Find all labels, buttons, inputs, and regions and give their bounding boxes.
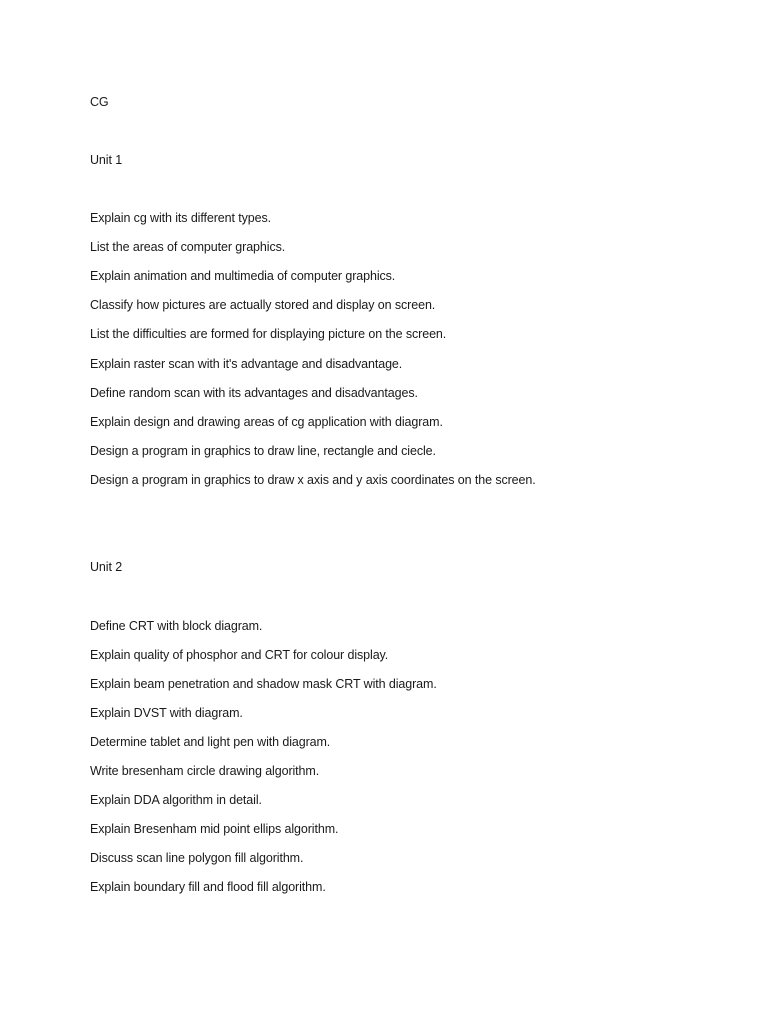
unit-1-question: Explain animation and multimedia of computer graphics. [90, 269, 396, 283]
unit-1-heading: Unit 1 [90, 153, 123, 167]
unit-1-question: Design a program in graphics to draw line, rectangle and ciecle. [90, 444, 436, 458]
unit-1-question: Classify how pictures are actually stored and display on screen. [90, 298, 436, 312]
unit-2-heading: Unit 2 [90, 560, 123, 574]
unit-1-question: List the areas of computer graphics. [90, 240, 286, 254]
unit-2-question: Explain Bresenham mid point ellips algorithm. [90, 822, 339, 836]
unit-2-question: Discuss scan line polygon fill algorithm. [90, 851, 304, 865]
unit-1-question: List the difficulties are formed for displaying picture on the screen. [90, 327, 447, 341]
unit-1-question: Explain design and drawing areas of cg application with diagram. [90, 415, 443, 429]
unit-2-question: Explain beam penetration and shadow mask CRT with diagram. [90, 677, 437, 691]
unit-2-question: Explain DVST with diagram. [90, 706, 243, 720]
unit-2-question: Explain boundary fill and flood fill algorithm. [90, 880, 326, 894]
unit-1-question: Explain raster scan with it's advantage and disadvantage. [90, 357, 403, 371]
document-title: CG [90, 95, 109, 109]
unit-1-question: Define random scan with its advantages and disadvantages. [90, 386, 418, 400]
unit-2-question: Define CRT with block diagram. [90, 619, 263, 633]
unit-1-question: Design a program in graphics to draw x axis and y axis coordinates on the screen. [90, 473, 536, 487]
unit-1-question: Explain cg with its different types. [90, 211, 271, 225]
unit-2-question: Determine tablet and light pen with diagram. [90, 735, 331, 749]
unit-2-question: Explain DDA algorithm in detail. [90, 793, 262, 807]
unit-2-question: Write bresenham circle drawing algorithm. [90, 764, 320, 778]
unit-2-question: Explain quality of phosphor and CRT for colour display. [90, 648, 389, 662]
